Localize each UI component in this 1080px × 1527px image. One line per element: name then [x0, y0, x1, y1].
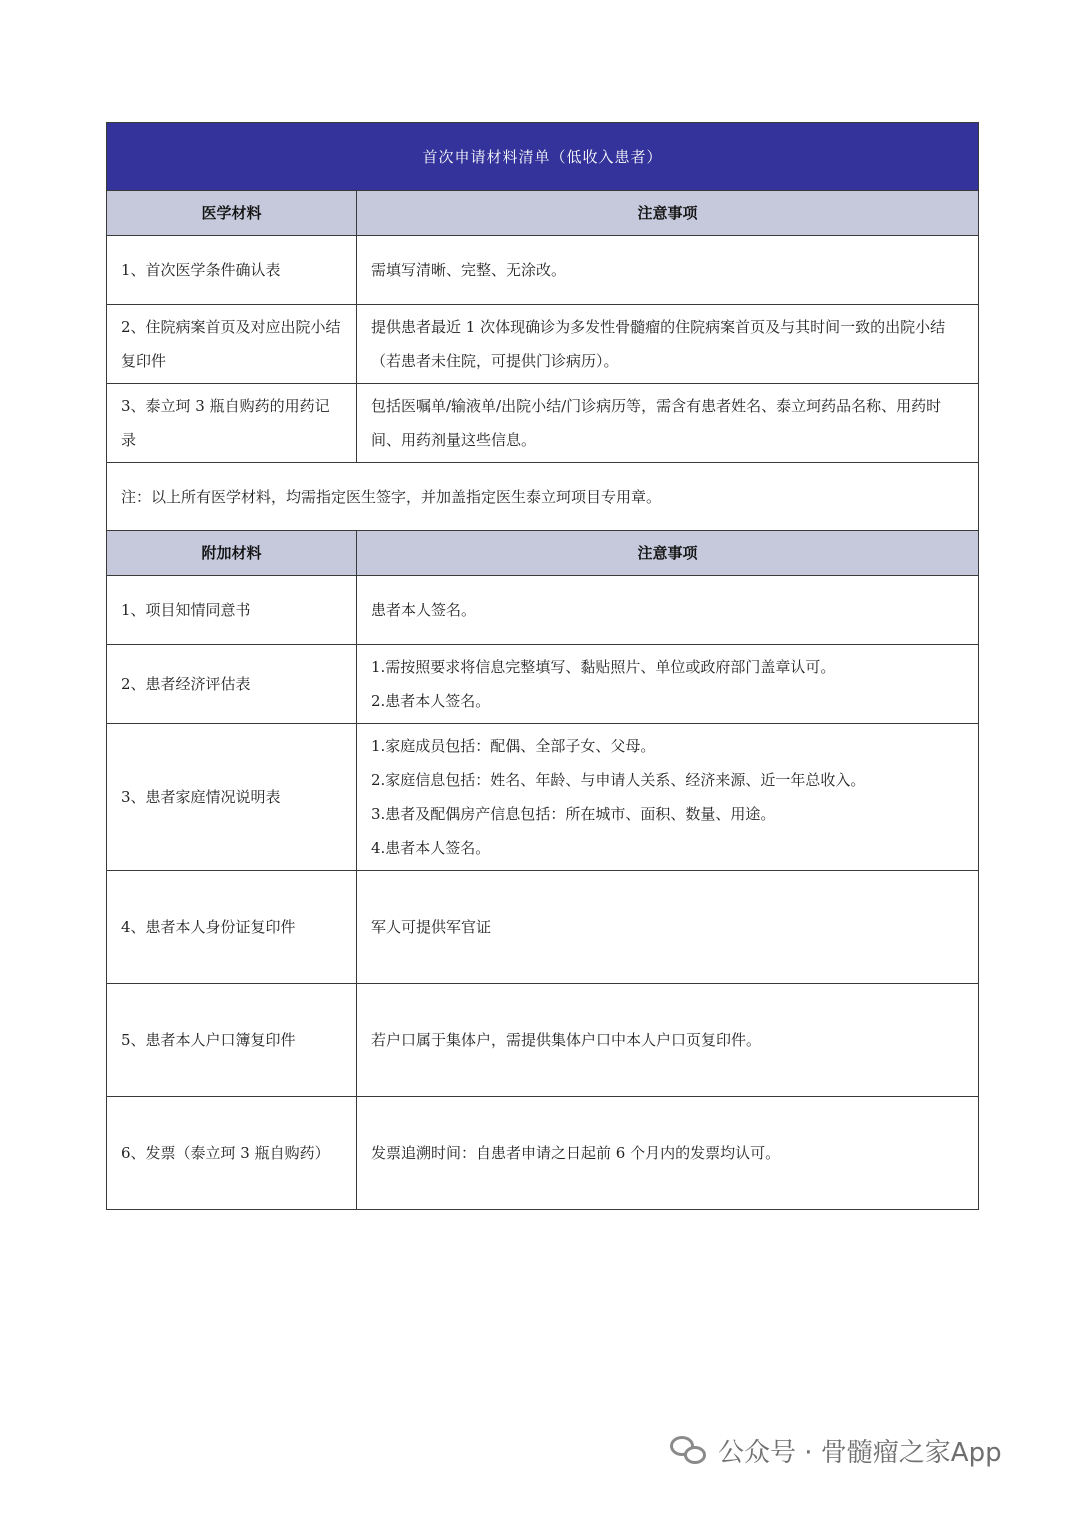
notes-cell: [357, 871, 979, 984]
notes-cell: [357, 305, 979, 384]
note-line: 发票追溯时间：自患者申请之日起前 6 个月内的发票均认可。: [371, 1144, 781, 1162]
table-row: [107, 645, 979, 724]
material-cell: 2、患者经济评估表: [107, 645, 357, 724]
note-line: 4.患者本人签名。: [371, 839, 491, 857]
notes-cell: [357, 384, 979, 463]
material-cell: 4、患者本人身份证复印件: [107, 871, 357, 984]
table-row: [107, 1097, 979, 1210]
table-row: [107, 724, 979, 871]
note-line: 1.需按照要求将信息完整填写、黏贴照片、单位或政府部门盖章认可。: [371, 658, 836, 676]
notes-cell: [357, 645, 979, 724]
table-row: [107, 305, 979, 384]
material-cell: 3、泰立珂 3 瓶自购药的用药记录: [107, 384, 357, 463]
medical-material-header: 医学材料: [107, 191, 357, 236]
note-line: 提供患者最近 1 次体现确诊为多发性骨髓瘤的住院病案首页及与其时间一致的出院小结（若患者未住院，可提供门诊病历）。: [371, 318, 946, 370]
materials-table: [106, 122, 979, 1210]
table-row: [107, 384, 979, 463]
additional-notes-header: 注意事项: [357, 531, 979, 576]
material-cell: 3、患者家庭情况说明表: [107, 724, 357, 871]
material-cell: 5、患者本人户口簿复印件: [107, 984, 357, 1097]
note-line: 1.家庭成员包括：配偶、全部子女、父母。: [371, 737, 656, 755]
note-line: 2.患者本人签名。: [371, 692, 491, 710]
notes-cell: [357, 576, 979, 645]
note-line: 患者本人签名。: [371, 601, 477, 619]
table-row: [107, 236, 979, 305]
medical-header-row: [107, 191, 979, 236]
material-cell: 1、首次医学条件确认表: [107, 236, 357, 305]
notes-cell: [357, 724, 979, 871]
note-line: 3.患者及配偶房产信息包括：所在城市、面积、数量、用途。: [371, 805, 776, 823]
material-cell: 6、发票（泰立珂 3 瓶自购药）: [107, 1097, 357, 1210]
table-row: [107, 871, 979, 984]
watermark-text: 公众号 · 骨髓瘤之家App: [718, 1437, 1002, 1468]
table-row: [107, 576, 979, 645]
table-row: [107, 984, 979, 1097]
material-cell: 2、住院病案首页及对应出院小结复印件: [107, 305, 357, 384]
note-line: 包括医嘱单/输液单/出院小结/门诊病历等，需含有患者姓名、泰立珂药品名称、用药时间、用药剂量这些信息。: [371, 397, 942, 449]
watermark: [668, 1428, 1002, 1472]
notes-cell: [357, 236, 979, 305]
notes-cell: [357, 984, 979, 1097]
additional-header-row: [107, 531, 979, 576]
wechat-icon: [668, 1432, 708, 1468]
title-row: [107, 123, 979, 191]
note-line: 军人可提供军官证: [371, 918, 492, 936]
note-line: 需填写清晰、完整、无涂改。: [371, 261, 567, 279]
table-title: 首次申请材料清单（低收入患者）: [107, 123, 979, 191]
footnote-row: [107, 463, 979, 531]
medical-footnote: 注：以上所有医学材料，均需指定医生签字，并加盖指定医生泰立珂项目专用章。: [107, 463, 979, 531]
note-line: 2.家庭信息包括：姓名、年龄、与申请人关系、经济来源、近一年总收入。: [371, 771, 866, 789]
additional-material-header: 附加材料: [107, 531, 357, 576]
material-cell: 1、项目知情同意书: [107, 576, 357, 645]
notes-cell: [357, 1097, 979, 1210]
note-line: 若户口属于集体户，需提供集体户口中本人户口页复印件。: [371, 1031, 762, 1049]
medical-notes-header: 注意事项: [357, 191, 979, 236]
